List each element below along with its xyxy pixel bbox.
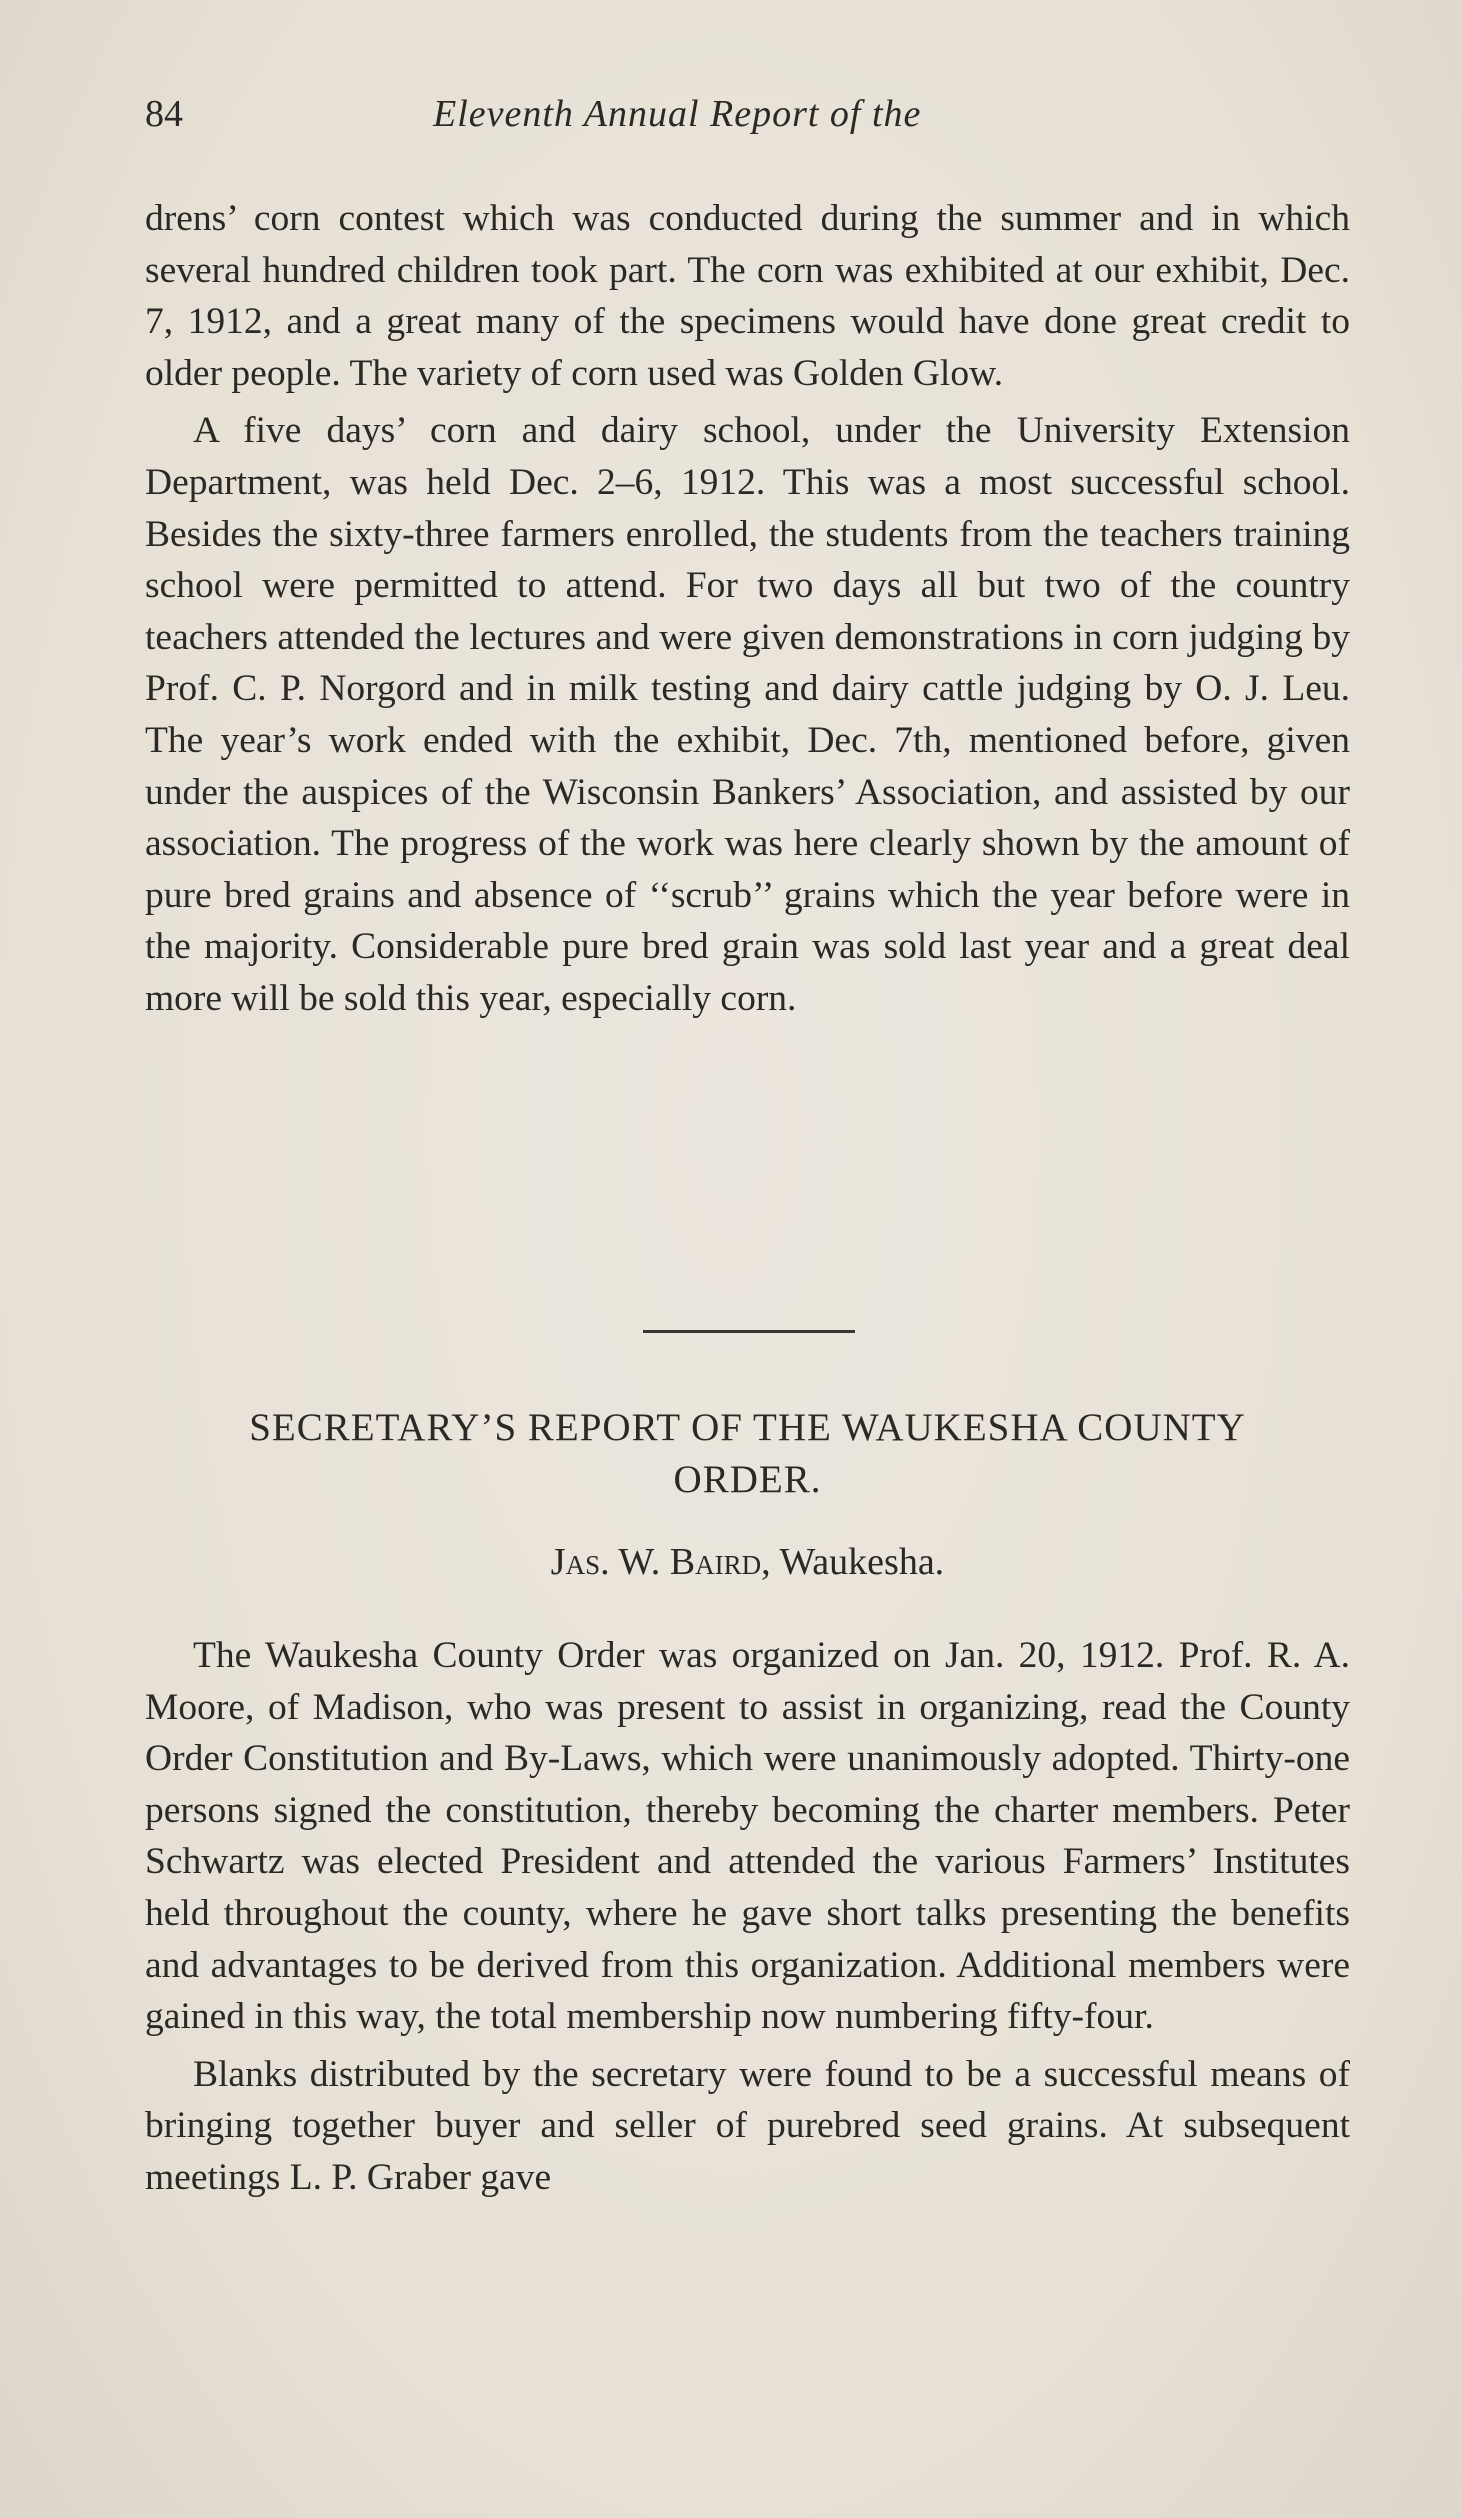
author-location: Waukesha. bbox=[779, 1541, 945, 1583]
paragraph: A five days’ corn and dairy school, under the University Extension Department, was held Dec. 2–6, 1912. This was a most successful school. Besides the sixty-three farmers enrolled, the students from the teachers training school were permitted to attend. For two days all but two of the country teachers attended the lectures and were given demonstrations in corn judging by Prof. C. P. Norgord and in milk testing and dairy cattle judging by O. J. Leu. The year’s work ended with the exhibit, Dec. 7th, mentioned before, given under the auspices of the Wisconsin Bankers’ Association, and assisted by our association. The progress of the work was here clearly shown by the amount of pure bred grains and absence of ‘‘scrub’’ grains which the year before were in the majority. Considerable pure bred grain was sold last year and a great deal more will be sold this year, especially corn. bbox=[145, 410, 1350, 1019]
paragraph: Blanks distributed by the secretary were found to be a successful means of bringing together buyer and seller of purebred seed grains. At subsequent meetings L. P. Graber gave bbox=[145, 2053, 1350, 2198]
author-line bbox=[145, 1540, 1350, 1584]
section-heading bbox=[145, 1402, 1350, 1506]
paragraph: drens’ corn contest which was conducted during the summer and in which several hundred children took part. The corn was exhibited at our exhibit, Dec. 7, 1912, and a great many of the specimens would have done great credit to older people. The variety of corn used was Golden Glow. bbox=[145, 198, 1350, 394]
running-head bbox=[145, 92, 1345, 152]
paragraph: The Waukesha County Order was organized on Jan. 20, 1912. Prof. R. A. Moore, of Madison, who was present to assist in organizing, read the County Order Constitution and By-Laws, which were unanimously adopted. Thirty-one persons signed the constitution, thereby becoming the charter members. Peter Schwartz was elected President and attended the various Farmers’ Institutes held throughout the county, where he gave short talks presenting the benefits and advantages to be derived from this organization. Additional members were gained in this way, the total membership now numbering fifty-four. bbox=[145, 1635, 1350, 2038]
continued-text-block bbox=[145, 193, 1350, 1025]
section-divider bbox=[643, 1330, 855, 1333]
section-text-block bbox=[145, 1630, 1350, 2204]
section-heading-line: SECRETARY’S REPORT OF THE WAUKESHA COUNTY bbox=[249, 1406, 1246, 1449]
author-name: Jas. W. Baird, bbox=[550, 1541, 771, 1583]
page-number: 84 bbox=[145, 93, 183, 135]
running-title: Eleventh Annual Report of the bbox=[433, 93, 922, 135]
section-heading-line: ORDER. bbox=[673, 1458, 822, 1501]
